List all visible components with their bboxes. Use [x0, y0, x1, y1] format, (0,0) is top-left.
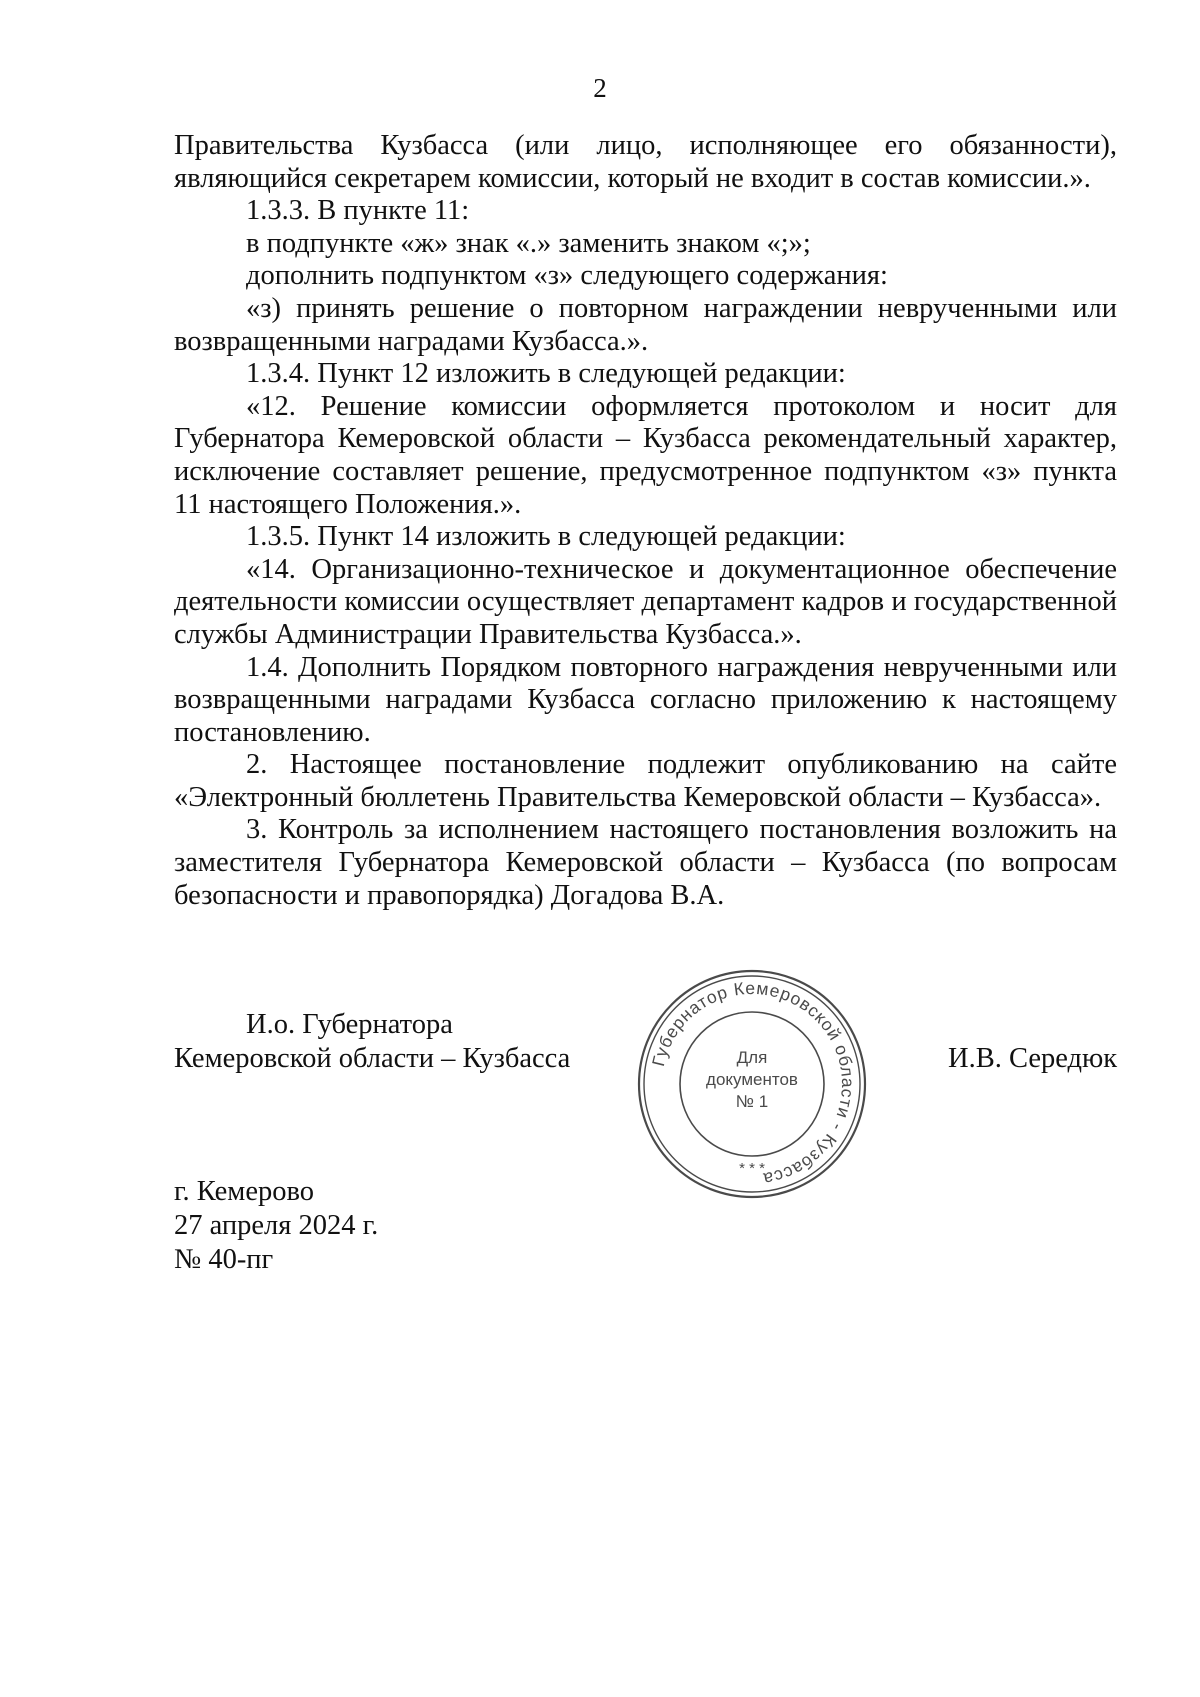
seal-stars: * * *: [739, 1160, 765, 1177]
signatory-name: И.В. Середюк: [948, 1043, 1118, 1074]
paragraph-12: 3. Контроль за исполнением настоящего постановления возложить на заместителя Губернатора Кемеровской области – Кузбасса (по вопросам безопасности и правопорядка) Догадова В.А.: [174, 814, 1117, 911]
paragraph-6: 1.3.4. Пункт 12 изложить в следующей редакции:: [246, 358, 846, 390]
seal-graphic: [635, 967, 869, 1201]
paragraph-2: 1.3.3. В пункте 11:: [246, 195, 470, 227]
official-seal-stamp: [635, 967, 869, 1201]
signatory-title: [174, 1008, 570, 1076]
paragraph-8: 1.3.5. Пункт 14 изложить в следующей редакции:: [246, 521, 846, 553]
page-number: 2: [593, 73, 607, 103]
paragraph-3: в подпункте «ж» знак «.» заменить знаком «;»;: [246, 227, 811, 259]
place-and-date: [174, 1175, 378, 1277]
paragraph-7: «12. Решение комиссии оформляется протоколом и носит для Губернатора Кемеровской области – Кузбасса рекомендательный характер, исключение составляет решение, предусмотренное подпунктом «з» пункта 11 настоящего Положения.».: [174, 390, 1117, 520]
seal-center-line-3: № 1: [735, 1092, 769, 1111]
city: г. Кемерово: [174, 1176, 314, 1207]
signatory-title-line-1: И.о. Губернатора: [246, 1009, 453, 1040]
signatory-title-line-2: Кемеровской области – Кузбасса: [174, 1043, 571, 1074]
document-body: [174, 130, 1117, 912]
paragraph-10: 1.4. Дополнить Порядком повторного награждения неврученными или возвращенными наградами Кузбасса согласно приложению к настоящему постановлению.: [174, 651, 1117, 748]
document-date: 27 апреля 2024 г.: [174, 1210, 379, 1241]
paragraph-4: дополнить подпунктом «з» следующего содержания:: [246, 260, 888, 292]
seal-ring-text: Губернатор Кемеровской области - Кузбасса: [647, 977, 859, 1190]
seal-center-line-2: документов: [706, 1070, 798, 1089]
paragraph-11: 2. Настоящее постановление подлежит опубликованию на сайте «Электронный бюллетень Правительства Кемеровской области – Кузбасса».: [174, 749, 1117, 813]
paragraph-5: «з) принять решение о повторном награждении неврученными или возвращенными наградами Кузбасса.».: [174, 292, 1117, 357]
paragraph-9: «14. Организационно-техническое и документационное обеспечение деятельности комиссии осуществляет департамент кадров и государственной службы Администрации Правительства Кузбасса.».: [174, 553, 1117, 650]
seal-center-line-1: Для: [736, 1048, 768, 1067]
paragraph-1: Правительства Кузбасса (или лицо, исполняющее его обязанности), являющийся секретарем комиссии, который не входит в состав комиссии.».: [174, 130, 1117, 194]
document-number: № 40-пг: [174, 1244, 274, 1275]
